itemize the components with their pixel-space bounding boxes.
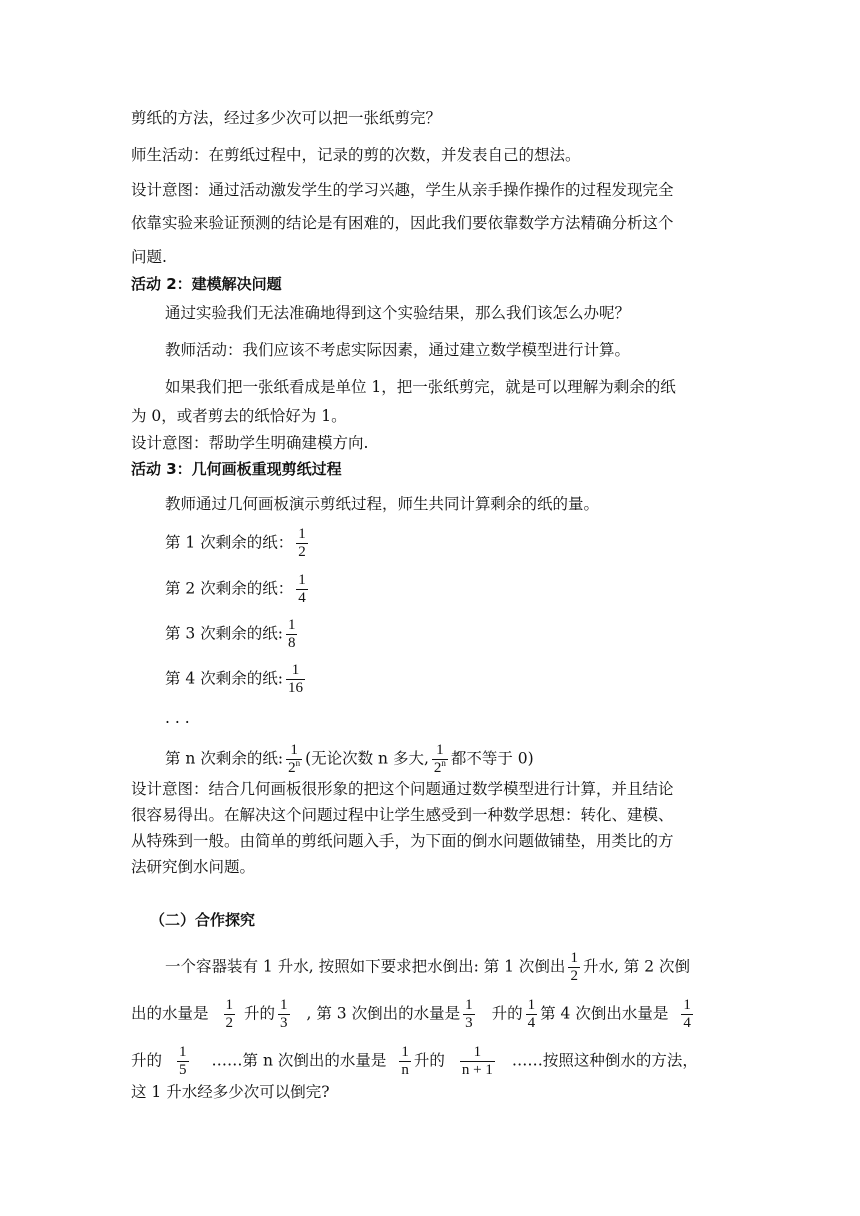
fraction: $\frac{1}{4}$	[527, 997, 536, 1031]
paragraph-line: 师生活动：在剪纸过程中，记录的剪的次数，并发表自己的想法。	[131, 146, 581, 164]
fraction: $\frac{1}{3}$	[280, 997, 288, 1031]
remaining-row: 第 2 次剩余的纸： $\frac{1}{4}$	[165, 572, 306, 606]
problem-line: 出的水量是 $\frac{1}{2}$ 升的 $\frac{1}{3}$ , 第 3 次倒出的水量是 $\frac{1}{3}$ 升的 $\frac{1}{4}$ 第 4 次倒出水量是 $\frac{1}{4}$	[131, 997, 691, 1031]
paragraph-line: 剪纸的方法，经过多少次可以把一张纸剪完？	[131, 109, 442, 127]
fraction: $\frac{1}{n}$	[401, 1044, 409, 1078]
section-heading: （二）合作探究	[150, 911, 256, 929]
fraction: $\frac{1}{2}$	[298, 526, 306, 560]
fraction: $\frac{1}{2}$	[225, 997, 234, 1031]
design-intent-line: 法研究倒水问题。	[131, 858, 256, 876]
remaining-row: 第 4 次剩余的纸: $\frac{1}{16}$	[165, 662, 303, 696]
fraction: $\frac{1}{4}$	[298, 572, 306, 606]
fraction: $\frac{1}{2^n}$	[288, 742, 301, 776]
fraction: $\frac{1}{3}$	[465, 997, 473, 1031]
design-intent-line: 很容易得出。在解决这个问题过程中让学生感受到一种数学思想：转化、建模、	[131, 806, 674, 824]
remaining-row: 第 3 次剩余的纸: $\frac{1}{8}$	[165, 617, 296, 651]
ellipsis: . . .	[165, 709, 190, 727]
design-intent-line: 从特殊到一般。由简单的剪纸问题入手，为下面的倒水问题做铺垫，用类比的方	[131, 832, 674, 850]
problem-line: 这 1 升水经多少次可以倒完?	[131, 1083, 330, 1101]
design-intent-line: 设计意图：帮助学生明确建模方向.	[131, 434, 369, 452]
design-intent-line: 问题.	[131, 248, 167, 266]
fraction: $\frac{1}{n + 1}$	[461, 1044, 493, 1078]
fraction: $\frac{1}{4}$	[683, 997, 691, 1031]
fraction: $\frac{1}{8}$	[287, 617, 296, 651]
paragraph-line: 如果我们把一张纸看成是单位 1，把一张纸剪完，就是可以理解为剩余的纸	[165, 378, 676, 396]
paragraph-line: 通过实验我们无法准确地得到这个实验结果，那么我们该怎么办呢？	[165, 304, 631, 322]
paragraph-line: 教师通过几何画板演示剪纸过程，师生共同计算剩余的纸的量。	[165, 495, 600, 513]
problem-line: 一个容器装有 1 升水, 按照如下要求把水倒出: 第 1 次倒出 $\frac{1}{2}$ 升水, 第 2 次倒	[165, 950, 691, 984]
remaining-row-nth: 第 n 次剩余的纸: $\frac{1}{2^n}$ (无论次数 n 多大, $\frac{1}{2^n}$ 都不等于 0)	[165, 742, 534, 776]
paragraph-line: 教师活动：我们应该不考虑实际因素，通过建立数学模型进行计算。	[165, 341, 631, 359]
section-heading: 活动 3：几何画板重现剪纸过程	[131, 460, 342, 478]
fraction: $\frac{1}{5}$	[179, 1044, 187, 1078]
problem-line: 升的 $\frac{1}{5}$ ……第 n 次倒出的水量是 $\frac{1}{n}$ 升的 $\frac{1}{n + 1}$ ……按照这种倒水的方法，	[131, 1044, 698, 1078]
fraction: $\frac{1}{2^n}$	[433, 742, 446, 776]
design-intent-line: 设计意图：结合几何画板很形象的把这个问题通过数学模型进行计算，并且结论	[131, 780, 674, 798]
design-intent-line: 依靠实验来验证预测的结论是有困难的，因此我们要依靠数学方法精确分析这个	[131, 214, 674, 232]
design-intent-line: 设计意图：通过活动激发学生的学习兴趣，学生从亲手操作操作的过程发现完全	[131, 181, 674, 199]
fraction: $\frac{1}{2}$	[570, 950, 578, 984]
paragraph-line: 为 0，或者剪去的纸恰好为 1。	[131, 407, 347, 425]
remaining-row: 第 1 次剩余的纸： $\frac{1}{2}$	[165, 526, 306, 560]
fraction: $\frac{1}{16}$	[287, 662, 303, 696]
section-heading: 活动 2：建模解决问题	[131, 275, 282, 293]
